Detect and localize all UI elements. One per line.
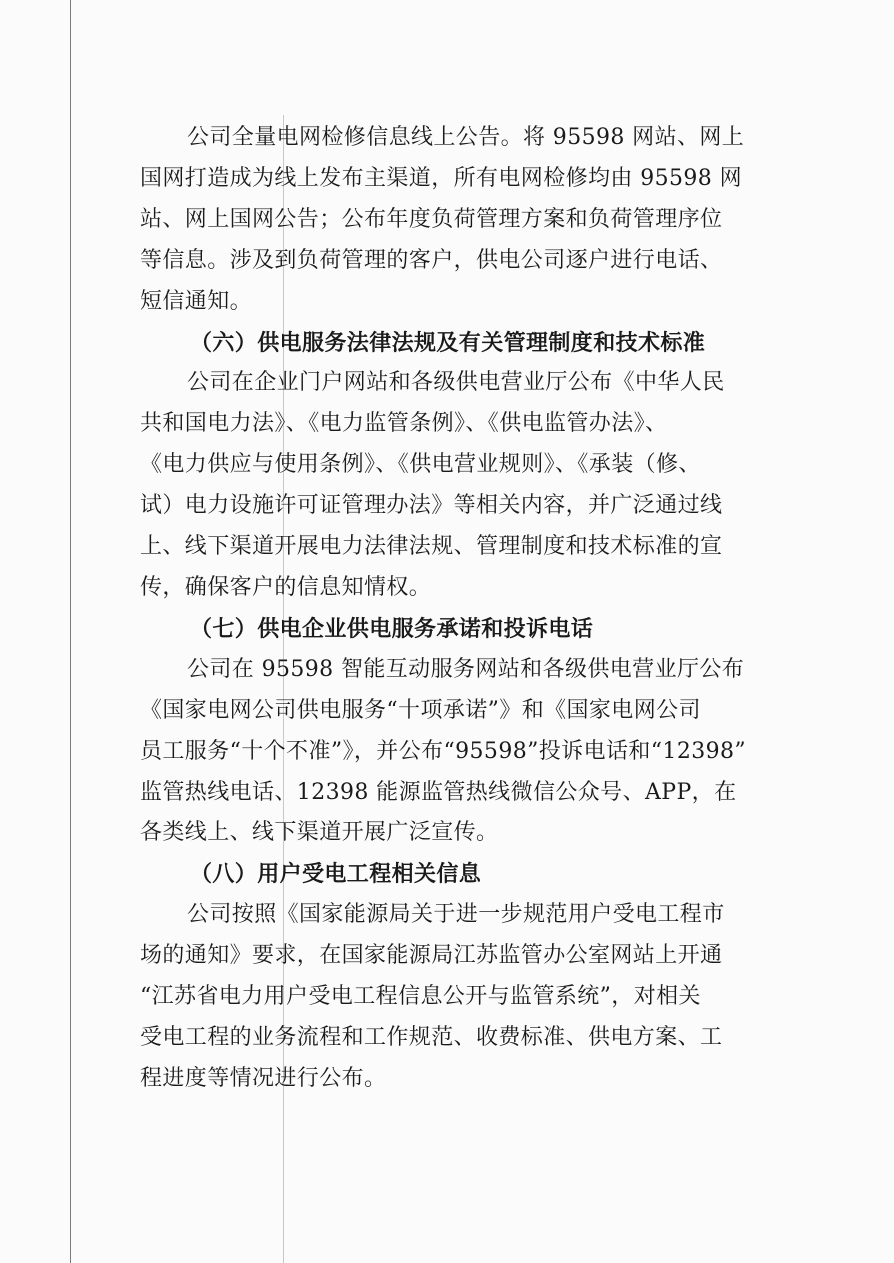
text-line: 《国家电网公司供电服务“十项承诺”》和《国家电网公司 <box>140 697 701 723</box>
text-line: “江苏省电力用户受电工程信息公开与监管系统”，对相关 <box>140 984 701 1010</box>
text-line: 共和国电力法》、《电力监管条例》、《供电监管办法》、 <box>140 411 668 437</box>
text-line: 监管热线电话、12398 能源监管热线微信公众号、APP，在 <box>140 779 737 805</box>
document-body <box>140 118 762 1100</box>
text-line: 《电力供应与使用条例》、《供电营业规则》、《承装（修、 <box>140 452 701 478</box>
page-left-edge <box>70 0 71 1263</box>
text-line: 国网打造成为线上发布主渠道，所有电网检修均由 95598 网 <box>140 165 742 191</box>
text-line: 员工服务“十个不准”》，并公布“95598”投诉电话和“12398” <box>140 738 747 764</box>
section-heading-6: （六）供电服务法律法规及有关管理制度和技术标准 <box>190 329 706 356</box>
text-line: 程进度等情况进行公布。 <box>140 1065 387 1091</box>
text-line: 上、线下渠道开展电力法律法规、管理制度和技术标准的宣 <box>140 534 723 560</box>
text-line: 短信通知。 <box>140 288 253 314</box>
paragraph-grid-maintenance <box>140 118 762 323</box>
text-line: 公司按照《国家能源局关于进一步规范用户受电工程市 <box>187 902 725 928</box>
text-line: 等信息。涉及到负荷管理的客户，供电公司逐户进行电话、 <box>140 247 723 273</box>
text-line: 公司在企业门户网站和各级供电营业厅公布《中华人民 <box>187 370 725 396</box>
section-heading-7: （七）供电企业供电服务承诺和投诉电话 <box>190 615 594 642</box>
section-heading-8: （八）用户受电工程相关信息 <box>190 861 482 888</box>
text-line: 传，确保客户的信息知情权。 <box>140 574 432 600</box>
paragraph-laws-regulations <box>140 363 762 608</box>
text-line: 公司全量电网检修信息线上公告。将 95598 网站、网上 <box>187 125 745 150</box>
text-line: 各类线上、线下渠道开展广泛宣传。 <box>140 820 499 846</box>
paragraph-service-commitments <box>140 650 762 855</box>
text-line: 场的通知》要求，在国家能源局江苏监管办公室网站上开通 <box>140 943 723 969</box>
text-line: 试）电力设施许可证管理办法》等相关内容，并广泛通过线 <box>140 493 723 519</box>
text-line: 站、网上国网公告；公布年度负荷管理方案和负荷管理序位 <box>140 206 723 232</box>
paragraph-power-projects <box>140 895 762 1100</box>
text-line: 受电工程的业务流程和工作规范、收费标准、供电方案、工 <box>140 1024 723 1050</box>
text-line: 公司在 95598 智能互动服务网站和各级供电营业厅公布 <box>187 656 745 682</box>
